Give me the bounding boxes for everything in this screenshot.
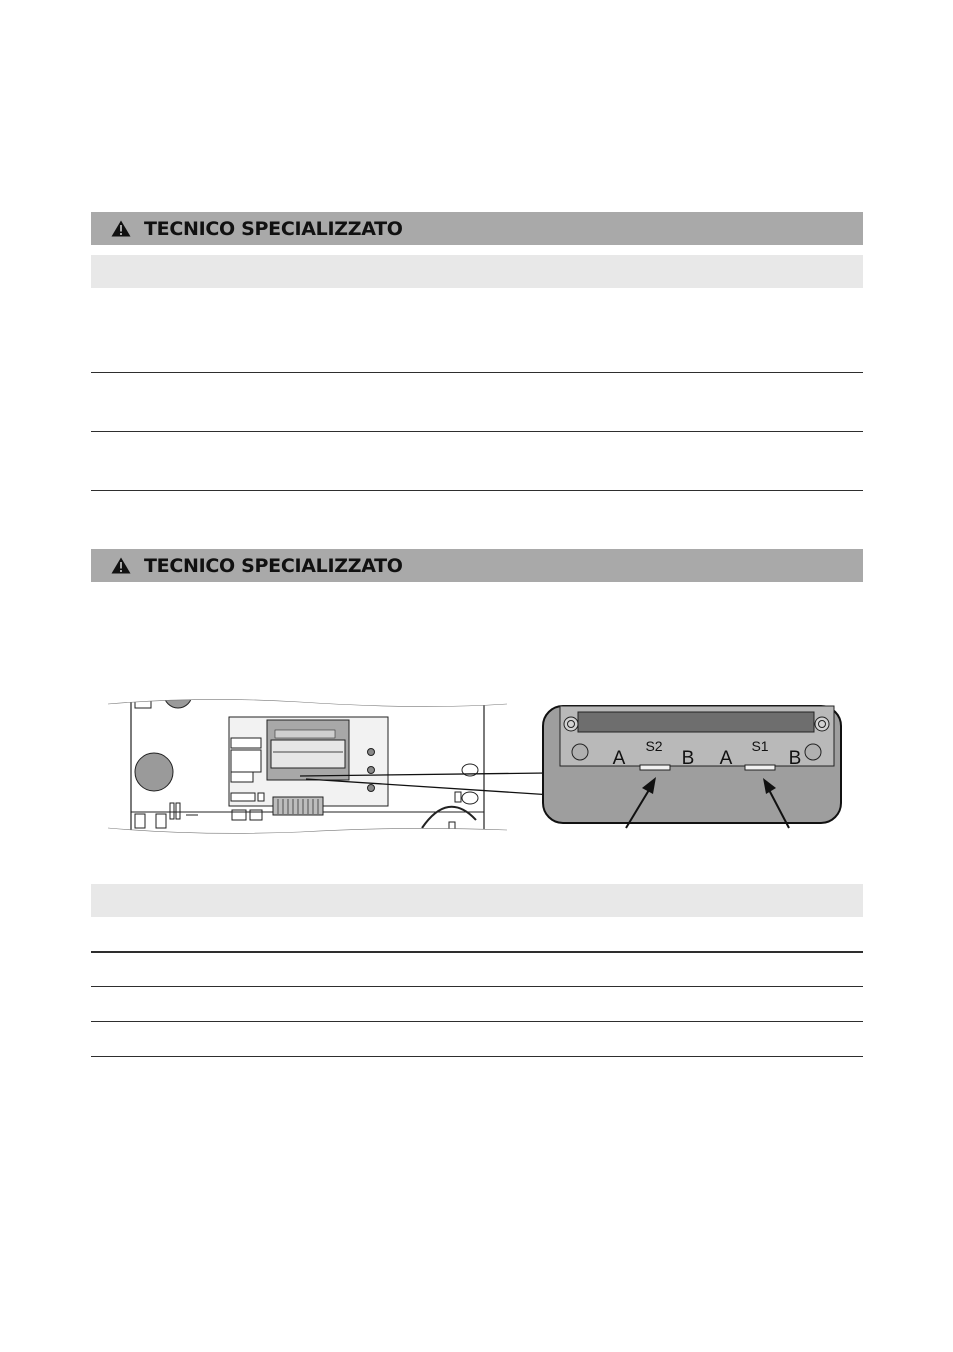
position-label-a: A [719,748,733,769]
table-header-2 [91,884,863,917]
enclosure-view [100,680,520,840]
switch-label-s1: S1 [751,738,769,754]
table-row-divider [91,986,863,987]
banner-title: TECNICO SPECIALIZZATO [144,218,403,240]
dip-switch-s1 [745,765,775,770]
position-label-b: B [681,748,695,769]
table-bottom-rule [91,1056,863,1057]
banner-title: TECNICO SPECIALIZZATO [144,555,403,577]
table-header-rule [91,951,863,953]
dip-switch-s2 [640,765,670,770]
position-label-a: A [612,748,626,769]
table-row-divider [91,1021,863,1022]
switch-label-s2: S2 [645,738,663,754]
position-label-b: B [788,748,802,769]
